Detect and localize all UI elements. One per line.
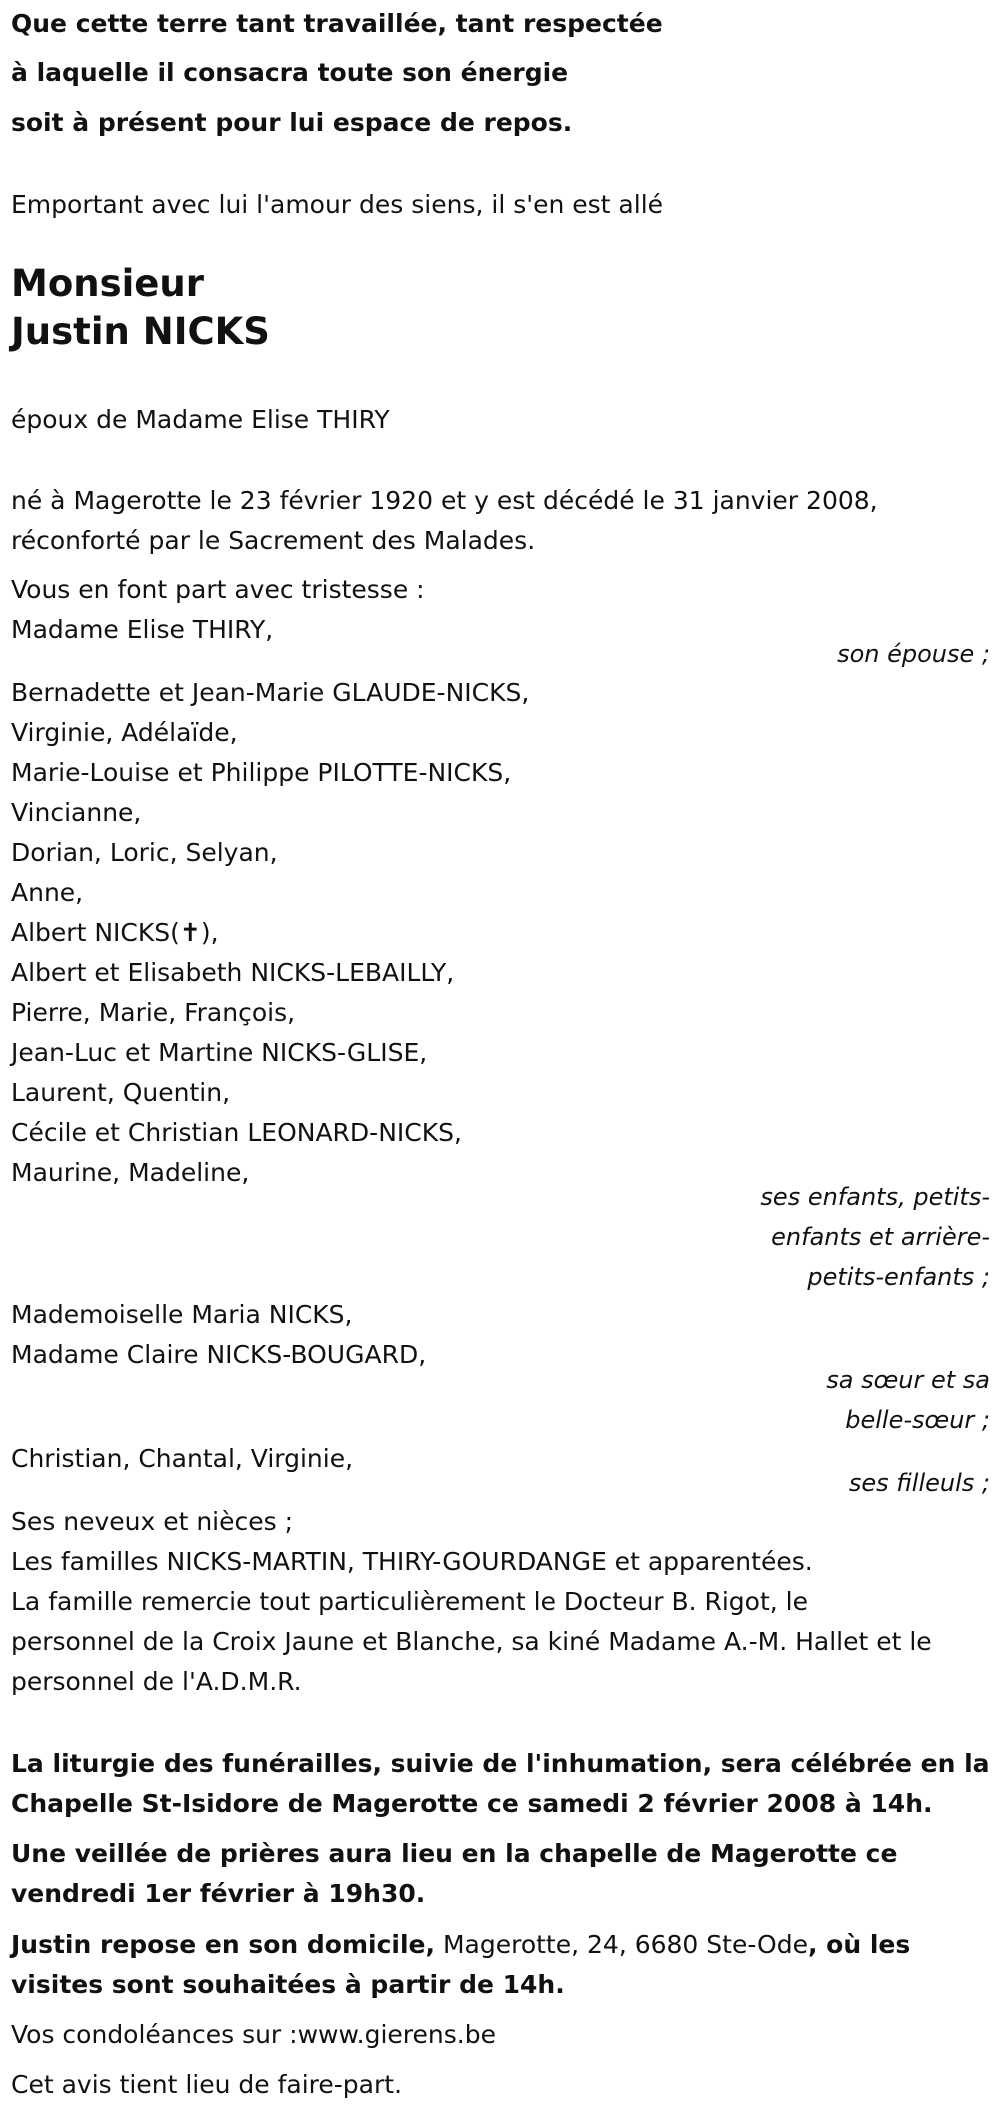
vigil-text: vendredi 1er février à 19h30. — [11, 1879, 426, 1908]
spouse-role: son épouse ; — [837, 640, 990, 668]
family-member: Cécile et Christian LEONARD-NICKS, — [11, 1118, 462, 1147]
sisters-role: belle-sœur ; — [845, 1406, 990, 1434]
epigraph-line: Que cette terre tant travaillée, tant respectée — [11, 9, 663, 38]
rest-address: Magerotte, 24, 6680 Ste-Ode — [435, 1930, 808, 1959]
family-line: personnel de l'A.D.M.R. — [11, 1667, 302, 1696]
children-role: enfants et arrière- — [771, 1223, 990, 1251]
epigraph-line: à laquelle il consacra toute son énergie — [11, 58, 569, 87]
family-member: Laurent, Quentin, — [11, 1078, 231, 1107]
intro-text: Emportant avec lui l'amour des siens, il s'en est allé — [11, 190, 664, 219]
title-honorific: Monsieur — [11, 262, 204, 305]
family-member: Virginie, Adélaïde, — [11, 718, 238, 747]
notice-text: Cet avis tient lieu de faire-part. — [11, 2070, 403, 2099]
children-role: petits-enfants ; — [807, 1263, 990, 1291]
godchildren-names: Christian, Chantal, Virginie, — [11, 1444, 354, 1473]
godchildren-role: ses filleuls ; — [848, 1469, 990, 1497]
announce-text: Vous en font part avec tristesse : — [11, 575, 425, 604]
family-member: Anne, — [11, 878, 84, 907]
family-member: Albert NICKS(✝), — [11, 918, 219, 947]
spouse-name: Madame Elise THIRY, — [11, 615, 274, 644]
deceased-name: Justin NICKS — [11, 310, 270, 353]
family-line: Ses neveux et nièces ; — [11, 1507, 294, 1536]
family-member: Marie-Louise et Philippe PILOTTE-NICKS, — [11, 758, 512, 787]
family-member: Maurine, Madeline, — [11, 1158, 250, 1187]
family-member: Albert et Elisabeth NICKS-LEBAILLY, — [11, 958, 455, 987]
family-member: Jean-Luc et Martine NICKS-GLISE, — [11, 1038, 428, 1067]
birth-death-text: né à Magerotte le 23 février 1920 et y est décédé le 31 janvier 2008, — [11, 486, 878, 515]
family-member: Dorian, Loric, Selyan, — [11, 838, 278, 867]
family-line: La famille remercie tout particulièrement le Docteur B. Rigot, le — [11, 1587, 808, 1616]
rest-bold-start: Justin repose en son domicile, — [11, 1930, 436, 1959]
children-role: ses enfants, petits- — [760, 1183, 990, 1211]
epigraph-line: soit à présent pour lui espace de repos. — [11, 108, 573, 137]
family-member: Mademoiselle Maria NICKS, — [11, 1300, 353, 1329]
vigil-text: Une veillée de prières aura lieu en la chapelle de Magerotte ce — [11, 1839, 898, 1868]
family-member: Madame Claire NICKS-BOUGARD, — [11, 1340, 427, 1369]
liturgy-text: Chapelle St-Isidore de Magerotte ce samedi 2 février 2008 à 14h. — [11, 1789, 933, 1818]
rest-bold-end: , où les — [807, 1930, 911, 1959]
family-line: personnel de la Croix Jaune et Blanche, sa kiné Madame A.-M. Hallet et le — [11, 1627, 932, 1656]
family-member: Vincianne, — [11, 798, 142, 827]
rest-visits: visites sont souhaitées à partir de 14h. — [11, 1970, 565, 1999]
condolences-text: Vos condoléances sur :www.gierens.be — [11, 2020, 496, 2049]
family-member: Pierre, Marie, François, — [11, 998, 296, 1027]
sisters-role: sa sœur et sa — [826, 1366, 990, 1394]
sacrament-text: réconforté par le Sacrement des Malades. — [11, 526, 536, 555]
family-member: Bernadette et Jean-Marie GLAUDE-NICKS, — [11, 678, 530, 707]
spouse-of-text: époux de Madame Elise THIRY — [11, 405, 390, 434]
family-line: Les familles NICKS-MARTIN, THIRY-GOURDANGE et apparentées. — [11, 1547, 813, 1576]
liturgy-text: La liturgie des funérailles, suivie de l'inhumation, sera célébrée en la — [11, 1749, 990, 1778]
rest-info — [11, 1929, 910, 1961]
